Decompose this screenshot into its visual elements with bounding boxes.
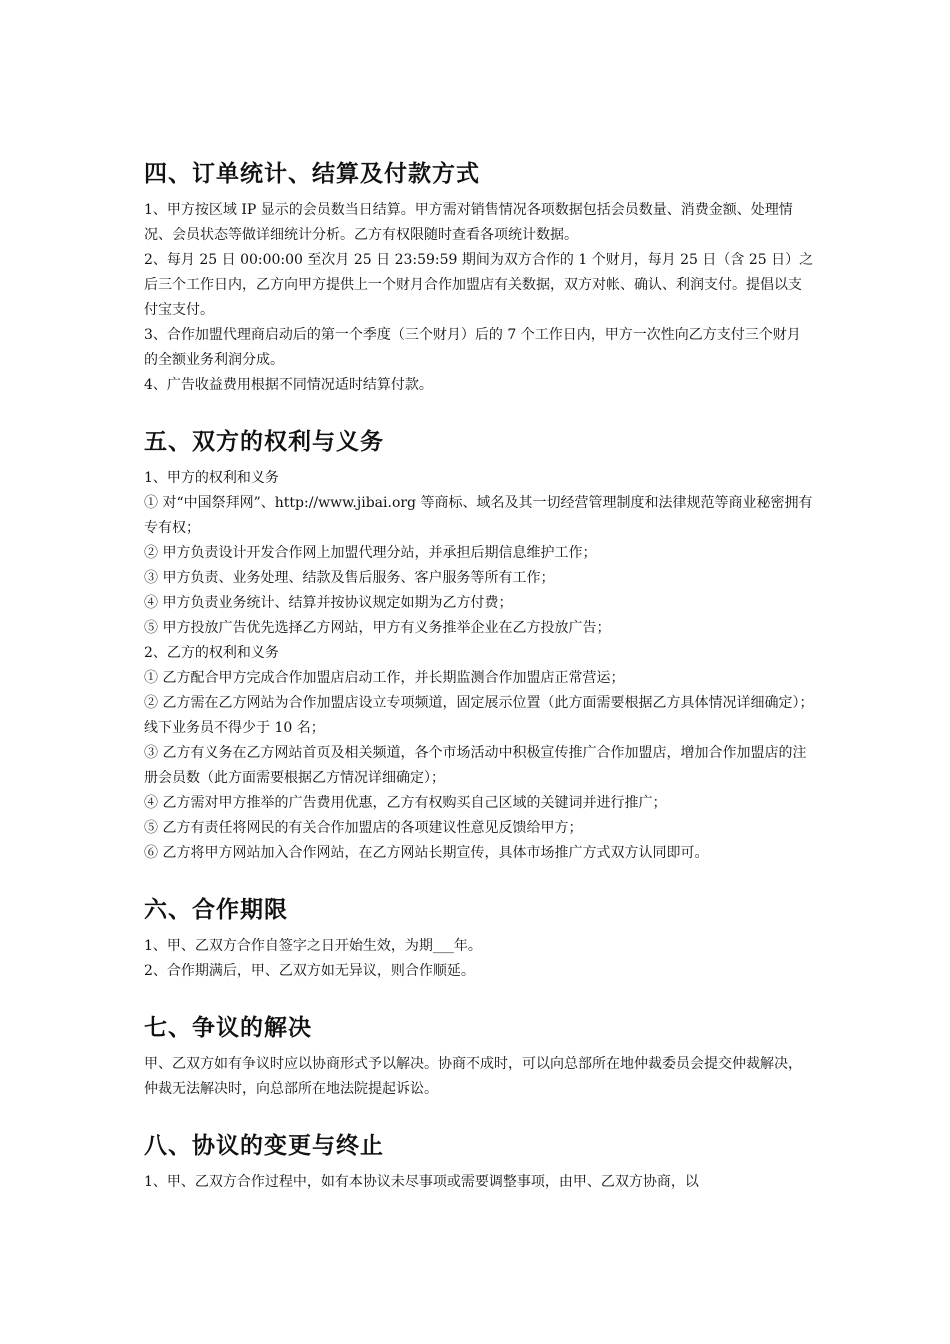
section-heading: 五、双方的权利与义务 xyxy=(144,429,384,455)
paragraph: ③ 乙方有义务在乙方网站首页及相关频道，各个市场活动中积极宣传推广合作加盟店，增加合作加盟店的注册会员数（此方面需要根据乙方情况详细确定）； xyxy=(144,745,807,786)
paragraph: ② 甲方负责设计开发合作网上加盟代理分站，并承担后期信息维护工作； xyxy=(144,545,597,561)
paragraph: ④ 乙方需对甲方推举的广告费用优惠，乙方有权购买自己区域的关键词并进行推广； xyxy=(144,795,667,811)
paragraph: 1、甲、乙双方合作自签字之日开始生效，为期___年。 xyxy=(144,938,482,954)
paragraph: ⑤ 甲方投放广告优先选择乙方网站，甲方有义务推举企业在乙方投放广告； xyxy=(144,620,611,636)
document-page xyxy=(144,156,814,1195)
paragraph: ① 乙方配合甲方完成合作加盟店启动工作，并长期监测合作加盟店正常营运； xyxy=(144,670,625,686)
section-heading: 七、争议的解决 xyxy=(144,1015,312,1041)
paragraph: ⑥ 乙方将甲方网站加入合作网站，在乙方网站长期宣传，具体市场推广方式双方认同即可。 xyxy=(144,845,709,861)
paragraph: 1、甲、乙双方合作过程中，如有本协议未尽事项或需要调整事项，由甲、乙双方协商，以 xyxy=(144,1174,699,1190)
section-rights-obligations xyxy=(144,424,814,866)
paragraph: ⑤ 乙方有责任将网民的有关合作加盟店的各项建议性意见反馈给甲方； xyxy=(144,820,583,836)
section-heading: 六、合作期限 xyxy=(144,897,288,923)
paragraph: 2、乙方的权利和义务 xyxy=(144,645,279,661)
section-heading: 八、协议的变更与终止 xyxy=(144,1133,384,1159)
paragraph: 1、甲方按区域 IP 显示的会员数当日结算。甲方需对销售情况各项数据包括会员数量、消费金额、处理情况、会员状态等做详细统计分析。乙方有权限随时查看各项统计数据。 xyxy=(144,202,793,243)
section-dispute-resolution xyxy=(144,1010,814,1102)
paragraph: ② 乙方需在乙方网站为合作加盟店设立专项频道，固定展示位置（此方面需要根据乙方具体情况详细确定）；线下业务员不得少于 10 名； xyxy=(144,695,814,736)
paragraph: ① 对“中国祭拜网”、http://www.jibai.org 等商标、域名及其一切经营管理制度和法律规范等商业秘密拥有专有权； xyxy=(144,495,813,536)
section-order-settlement xyxy=(144,156,814,398)
paragraph: 2、每月 25 日 00:00:00 至次月 25 日 23:59:59 期间为双方合作的 1 个财月，每月 25 日（含 25 日）之后三个工作日内，乙方向甲方提供上一个财月合作加盟店有关数据，双方对帐、确认、利润支付。提倡以支付宝支付。 xyxy=(144,252,814,318)
paragraph: 2、合作期满后，甲、乙双方如无异议，则合作顺延。 xyxy=(144,963,475,979)
paragraph: ③ 甲方负责、业务处理、结款及售后服务、客户服务等所有工作； xyxy=(144,570,555,586)
section-heading: 四、订单统计、结算及付款方式 xyxy=(144,161,480,187)
paragraph: 4、广告收益费用根据不同情况适时结算付款。 xyxy=(144,377,433,393)
section-cooperation-term xyxy=(144,892,814,984)
paragraph: 1、甲方的权利和义务 xyxy=(144,470,279,486)
paragraph: 3、合作加盟代理商启动后的第一个季度（三个财月）后的 7 个工作日内，甲方一次性向乙方支付三个财月的全额业务利润分成。 xyxy=(144,327,801,368)
section-change-termination xyxy=(144,1128,814,1195)
paragraph: ④ 甲方负责业务统计、结算并按协议规定如期为乙方付费； xyxy=(144,595,513,611)
paragraph: 甲、乙双方如有争议时应以协商形式予以解决。协商不成时，可以向总部所在地仲裁委员会提交仲裁解决，仲裁无法解决时，向总部所在地法院提起诉讼。 xyxy=(144,1056,802,1097)
